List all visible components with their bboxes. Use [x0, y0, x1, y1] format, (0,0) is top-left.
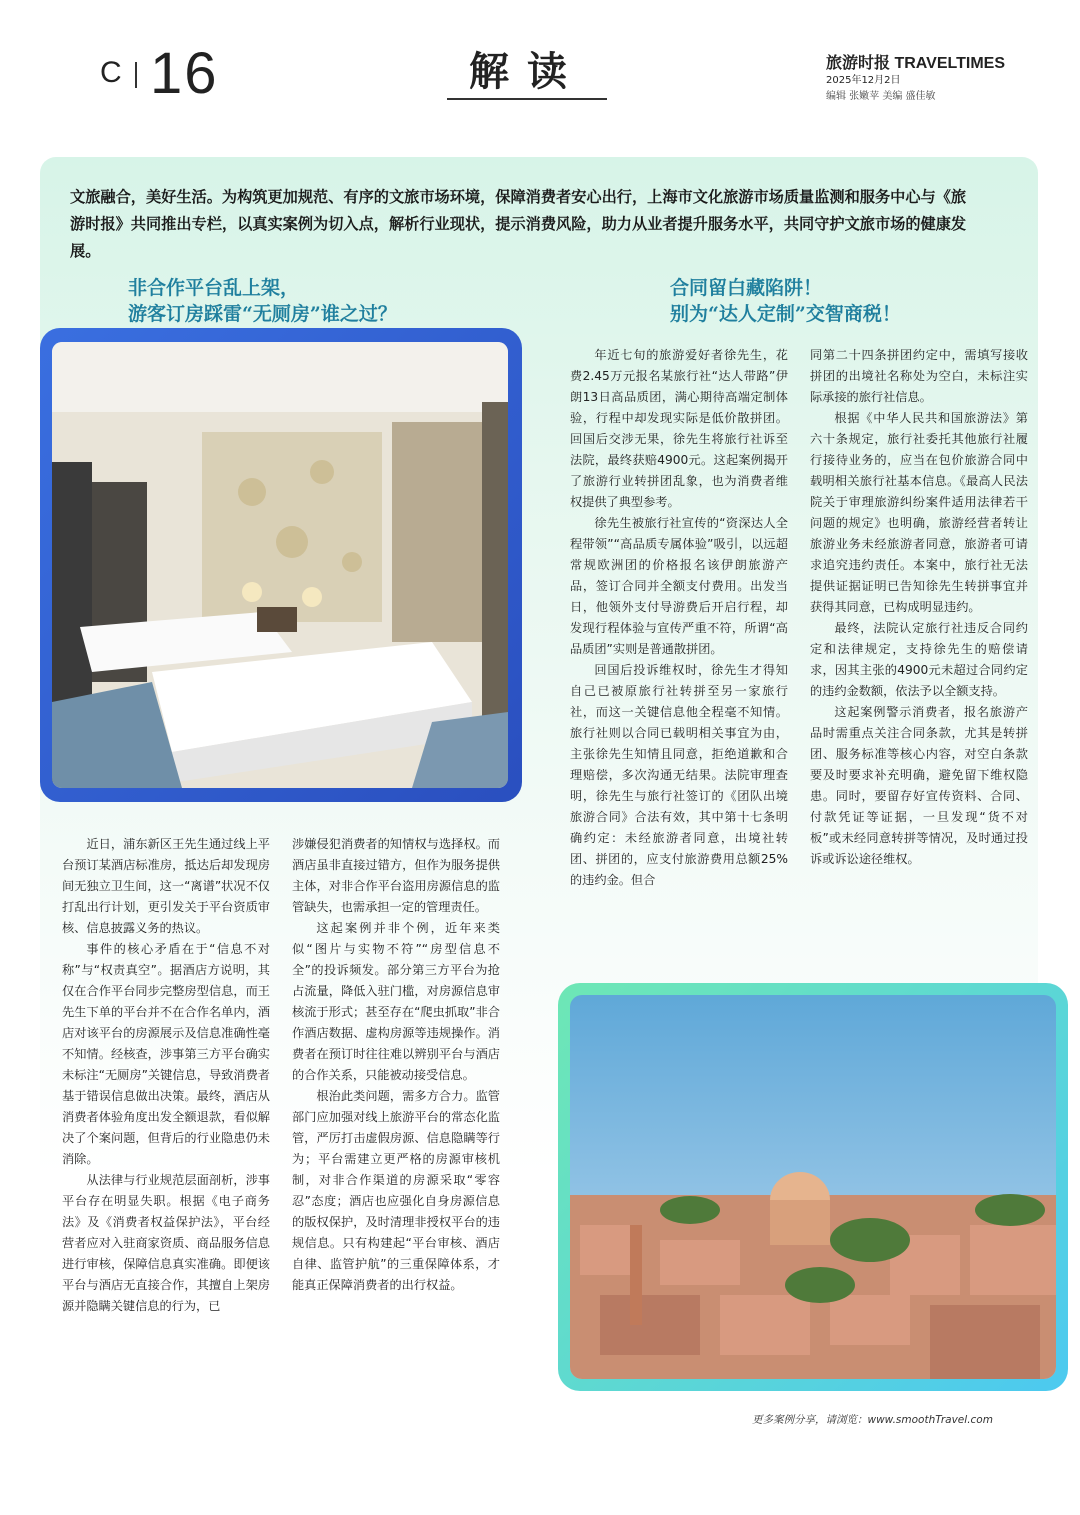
- city-skyline-image: [570, 995, 1056, 1379]
- page-divider: [135, 62, 137, 88]
- paragraph: 根治此类问题，需多方合力。监管部门应加强对线上旅游平台的常态化监管，严厉打击虚假房源、信息隐瞒等行为；平台需建立更严格的房源审核机制，对非合作渠道的房源采取“零容忍”态度；酒店也应强化自身房源信息的版权保护，及时清理非授权平台的违规信息。只有构建起“平台审核、酒店自律、监管护航”的三重保障体系，才能真正保障消费者的出行权益。: [292, 1089, 500, 1292]
- article1-headline-line2: 游客订房踩雷“无厕房”谁之过？: [128, 303, 397, 325]
- paragraph: 近日，浦东新区王先生通过线上平台预订某酒店标准房，抵达后却发现房间无独立卫生间，这一“离谱”状况不仅打乱出行计划，更引发关于平台资质审核、信息披露义务的热议。: [62, 837, 270, 935]
- paragraph: 根据《中华人民共和国旅游法》第六十条规定，旅行社委托其他旅行社履行接待业务的，应当在包价旅游合同中载明相关旅行社基本信息。《最高人民法院关于审理旅游纠纷案件适用法律若干问题的规定》也明确，旅游经营者转让旅游业务未经旅游者同意，旅游者可请求追究违约责任。本案中，旅行社无法提供证据证明已告知徐先生转拼事宜并获得其同意，已构成明显违约。: [810, 411, 1028, 614]
- paragraph: 事件的核心矛盾在于“信息不对称”与“权责真空”。据酒店方说明，其仅在合作平台同步完整房型信息，而王先生下单的平台并不在合作名单内，酒店对该平台的房源展示及信息准确性毫不知情。经核查，涉事第三方平台确实未标注“无厕房”关键信息，导致消费者基于错误信息做出决策。最终，酒店从消费者体验角度出发全额退款，看似解决了个案问题，但背后的行业隐患仍未消除。: [62, 942, 270, 1166]
- article2-column2: [810, 345, 1028, 870]
- masthead: [826, 50, 1005, 73]
- column-intro: 文旅融合，美好生活。为构筑更加规范、有序的文旅市场环境，保障消费者安心出行，上海市文化旅游市场质量监测和服务中心与《旅游时报》共同推出专栏，以真实案例为切入点，解析行业现状，提示消费风险，助力从业者提升服务水平，共同守护文旅市场的健康发展。: [70, 188, 967, 260]
- masthead-en: TRAVELTIMES: [894, 55, 1005, 72]
- article2-headline: [670, 275, 970, 327]
- article1-headline-line1: 非合作平台乱上架，: [128, 277, 300, 299]
- issue-date: 2025年12月2日: [826, 75, 901, 86]
- hotel-room-image: [52, 342, 508, 788]
- paragraph: 年近七旬的旅游爱好者徐先生，花费2.45万元报名某旅行社“达人带路”伊朗13日高品质团，满心期待高端定制体验，行程中却发现实际是低价散拼团。回国后交涉无果，徐先生将旅行社诉至法院，最终获赔4900元。这起案例揭开了旅游行业转拼团乱象，也为消费者维权提供了典型参考。: [570, 348, 788, 509]
- article1-column2: [292, 834, 500, 1296]
- page-letter: C: [100, 56, 122, 89]
- footer-link-text: 更多案例分享，请浏览：www.smoothTravel.com: [752, 1414, 993, 1426]
- city-skyline-photo: [558, 983, 1068, 1391]
- article2-column1: [570, 345, 788, 891]
- section-rule: [447, 98, 607, 100]
- paragraph: 同第二十四条拼团约定中，需填写接收拼团的出境社名称处为空白，未标注实际承接的旅行社信息。: [810, 348, 1028, 404]
- paragraph: 最终，法院认定旅行社违反合同约定和法律规定，支持徐先生的赔偿请求，因其主张的4900元未超过合同约定的违约金数额，依法予以全额支持。: [810, 621, 1028, 698]
- paragraph: 涉嫌侵犯消费者的知情权与选择权。而酒店虽非直接过错方，但作为服务提供主体，对非合作平台盗用房源信息的监管缺失，也需承担一定的管理责任。: [292, 837, 500, 914]
- masthead-cn: 旅游时报: [826, 55, 891, 72]
- article1-headline: [128, 275, 488, 327]
- paragraph: 这起案例警示消费者，报名旅游产品时需重点关注合同条款，尤其是转拼团、服务标准等核心内容，对空白条款要及时要求补充明确，避免留下维权隐患。同时，要留存好宣传资料、合同、付款凭证等证据，一旦发现“货不对板”或未经同意转拼等情况，及时通过投诉或诉讼途径维权。: [810, 705, 1028, 866]
- article2-headline-line2: 别为“达人定制”交智商税！: [670, 303, 901, 325]
- page-number: 16: [150, 41, 219, 106]
- paragraph: 回国后投诉维权时，徐先生才得知自己已被原旅行社转拼至另一家旅行社，而这一关键信息他全程毫不知情。旅行社则以合同已载明相关事宜为由，主张徐先生知情且同意，拒绝道歉和合理赔偿，多次沟通无结果。法院审理查明，徐先生与旅行社签订的《团队出境旅游合同》合法有效，其中第十七条明确约定：未经旅游者同意，出境社转团、拼团的，应支付旅游费用总额25%的违约金。但合: [570, 663, 788, 887]
- paragraph: 从法律与行业规范层面剖析，涉事平台存在明显失职。根据《电子商务法》及《消费者权益保护法》，平台经营者应对入驻商家资质、商品服务信息进行审核，保障信息真实准确。即便该平台与酒店无直接合作，其擅自上架房源并隐瞒关键信息的行为，已: [62, 1173, 270, 1313]
- section-title: 解读: [469, 48, 585, 95]
- article1-column1: [62, 834, 270, 1317]
- paragraph: 这起案例并非个例，近年来类似“图片与实物不符”“房型信息不全”的投诉频发。部分第三方平台为抢占流量，降低入驻门槛，对房源信息审核流于形式；甚至存在“爬虫抓取”非合作酒店数据、虚构房源等违规操作。消费者在预订时往往难以辨别平台与酒店的合作关系，只能被动接受信息。: [292, 921, 500, 1082]
- paragraph: 徐先生被旅行社宣传的“资深达人全程带领”“高品质专属体验”吸引，以远超常规欧洲团的价格报名该伊朗旅游产品，签订合同并全额支付费用。出发当日，他领外支付导游费后开启行程，却发现行程体验与宣传严重不符，所谓“高品质团”实则是普通散拼团。: [570, 516, 788, 656]
- article2-headline-line1: 合同留白藏陷阱！: [670, 277, 823, 299]
- hotel-room-photo: [40, 328, 522, 802]
- editor-credits: 编辑 张嫩苹 美编 盛佳敏: [826, 91, 936, 102]
